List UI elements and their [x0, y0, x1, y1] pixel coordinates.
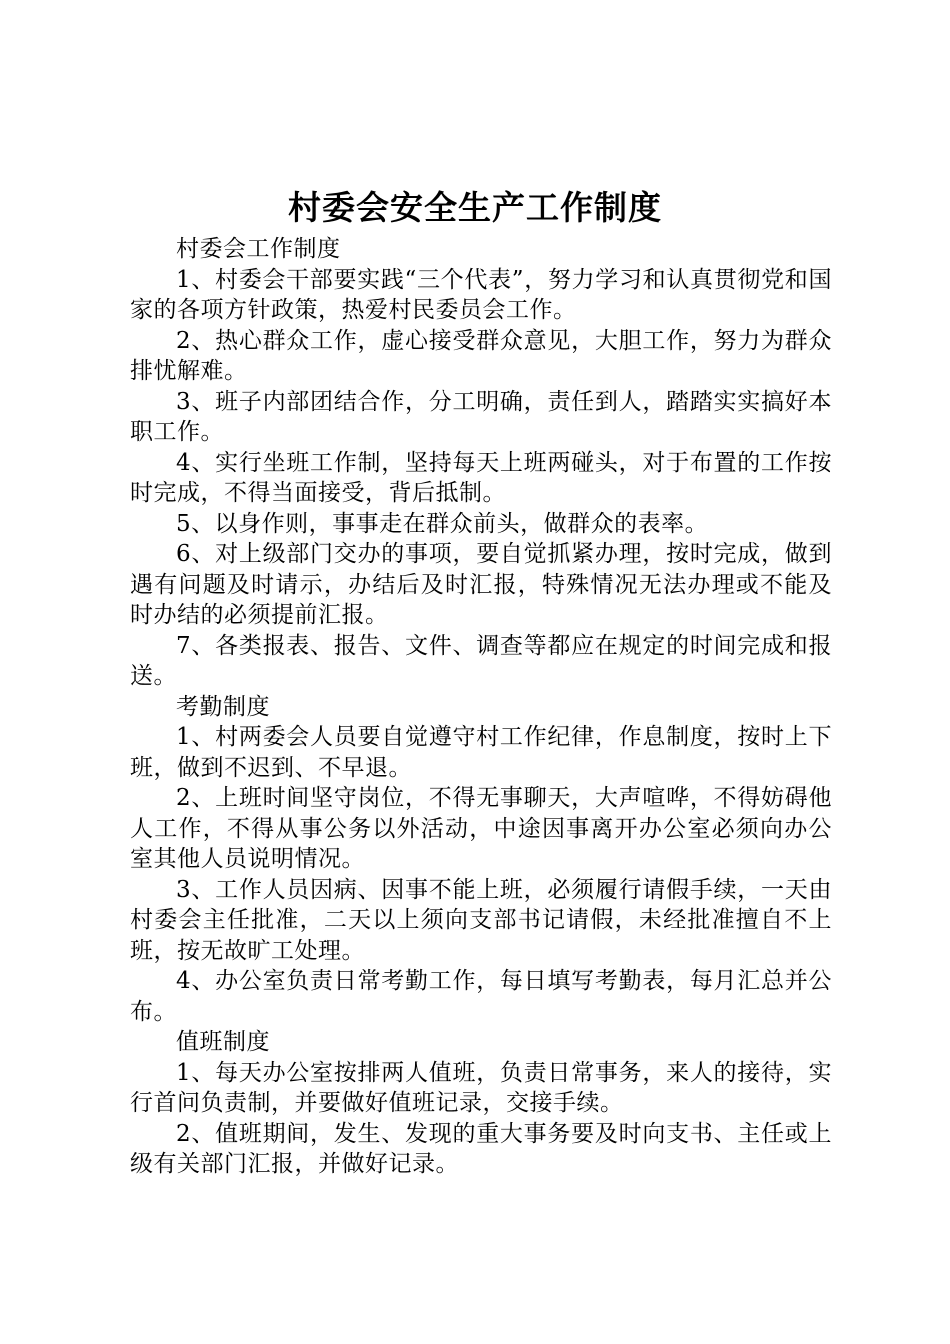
document-body	[130, 234, 832, 1180]
section-heading-work-system: 村委会工作制度	[176, 236, 341, 262]
paragraph: 1、每天办公室按排两人值班，负责日常事务，来人的接待，实行首问负责制，并要做好值班记录，交接手续。	[130, 1059, 832, 1116]
section-heading-duty: 值班制度	[176, 1029, 270, 1055]
paragraph: 2、上班时间坚守岗位，不得无事聊天，大声喧哗，不得妨碍他人工作，不得从事公务以外活动，中途因事离开办公室必须向办公室其他人员说明情况。	[130, 785, 832, 872]
paragraph: 3、班子内部团结合作，分工明确，责任到人，踏踏实实搞好本职工作。	[130, 388, 832, 445]
document-title: 村委会安全生产工作制度	[288, 188, 662, 227]
paragraph: 3、工作人员因病、因事不能上班，必须履行请假手续，一天由村委会主任批准，二天以上须向支部书记请假，未经批准擅自不上班，按无故旷工处理。	[130, 876, 832, 964]
paragraph: 5、以身作则，事事走在群众前头，做群众的表率。	[176, 510, 709, 537]
paragraph: 1、村委会干部要实践“三个代表”，努力学习和认真贯彻党和国家的各项方针政策，热爱村民委员会工作。	[130, 266, 832, 323]
paragraph: 4、办公室负责日常考勤工作，每日填写考勤表，每月汇总并公布。	[130, 968, 832, 1025]
paragraph: 7、各类报表、报告、文件、调查等都应在规定的时间完成和报送。	[130, 632, 832, 689]
paragraph: 2、热心群众工作，虚心接受群众意见，大胆工作，努力为群众排忧解难。	[130, 327, 832, 384]
paragraph: 6、对上级部门交办的事项，要自觉抓紧办理，按时完成，做到遇有问题及时请示，办结后及时汇报，特殊情况无法办理或不能及时办结的必须提前汇报。	[130, 541, 832, 628]
paragraph: 2、值班期间，发生、发现的重大事务要及时向支书、主任或上级有关部门汇报，并做好记录。	[130, 1120, 832, 1177]
paragraph: 4、实行坐班工作制，坚持每天上班两碰头，对于布置的工作按时完成，不得当面接受，背后抵制。	[130, 449, 832, 506]
paragraph: 1、村两委会人员要自觉遵守村工作纪律，作息制度，按时上下班，做到不迟到、不早退。	[130, 724, 832, 781]
section-heading-attendance: 考勤制度	[176, 693, 270, 720]
